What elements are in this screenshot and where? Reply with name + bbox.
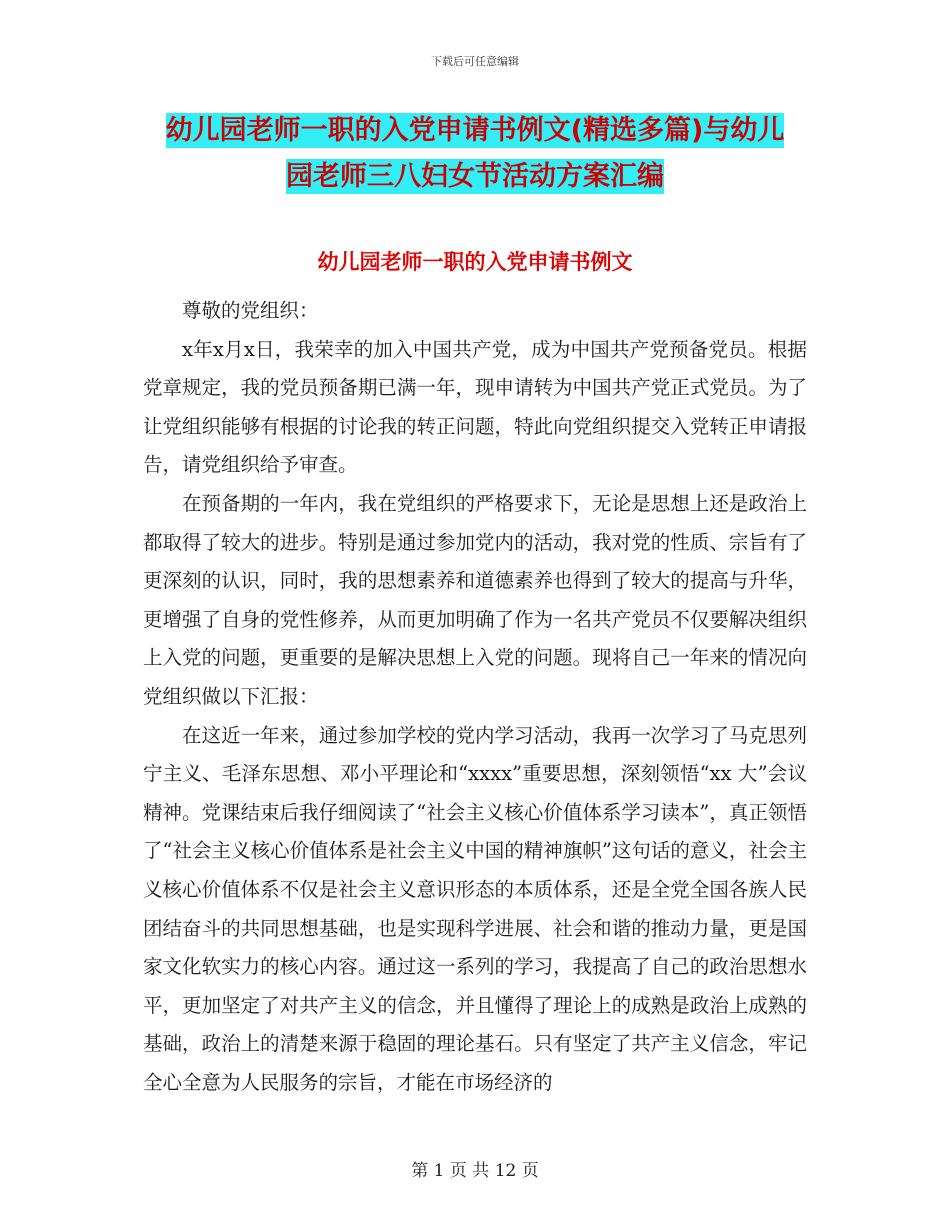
section-title: 幼儿园老师一职的入党申请书例文 (317, 250, 633, 274)
document-title-line-1: 幼儿园老师一职的入党申请书例文(精选多篇)与幼儿 (165, 115, 785, 146)
body-paragraph: 在预备期的一年内，我在党组织的严格要求下，无论是思想上还是政治上都取得了较大的进步。特别是通过参加党内的活动，我对党的性质、宗旨有了更深刻的认识，同时，我的思想素养和道德素养也得到了较大的提高与升华，更增强了自身的党性修养，从而更加明确了作为一名共产党员不仅要解决组织上入党的问题，更重要的是解决思想上入党的问题。现将自己一年来的情况向党组织做以下汇报： (143, 491, 807, 708)
document-body (143, 292, 807, 1102)
body-paragraph: x年x月x日，我荣幸的加入中国共产党，成为中国共产党预备党员。根据党章规定，我的党员预备期已满一年，现申请转为中国共产党正式党员。为了让党组织能够有根据的讨论我的转正问题，特此向党组织提交入党转正申请报告，请党组织给予审查。 (143, 337, 807, 477)
document-title (140, 108, 810, 200)
salutation-paragraph: 尊敬的党组织： (182, 299, 319, 322)
page-header-note: 下载后可任意编辑 (431, 55, 519, 68)
page-number-footer: 第 1 页 共 12 页 (411, 1161, 539, 1181)
document-title-line-2: 园老师三八妇女节活动方案汇编 (286, 161, 664, 192)
body-paragraph: 在这近一年来，通过参加学校的党内学习活动，我再一次学习了马克思列宁主义、毛泽东思想、邓小平理论和“xxxx”重要思想，深刻领悟“xx 大”会议精神。党课结束后我仔细阅读了“社会主义核心价值体系学习读本”，真正领悟了“社会主义核心价值体系是社会主义中国的精神旗帜”这句话的意义，社会主义核心价值体系不仅是社会主义意识形态的本质体系，还是全党全国各族人民团结奋斗的共同思想基础，也是实现科学进展、社会和谐的推动力量，更是国家文化软实力的核心内容。通过这一系列的学习，我提高了自己的政治思想水平，更加坚定了对共产主义的信念，并且懂得了理论上的成熟是政治上成熟的基础，政治上的清楚来源于稳固的理论基石。只有坚定了共产主义信念，牢记全心全意为人民服务的宗旨，才能在市场经济的 (143, 723, 807, 1094)
